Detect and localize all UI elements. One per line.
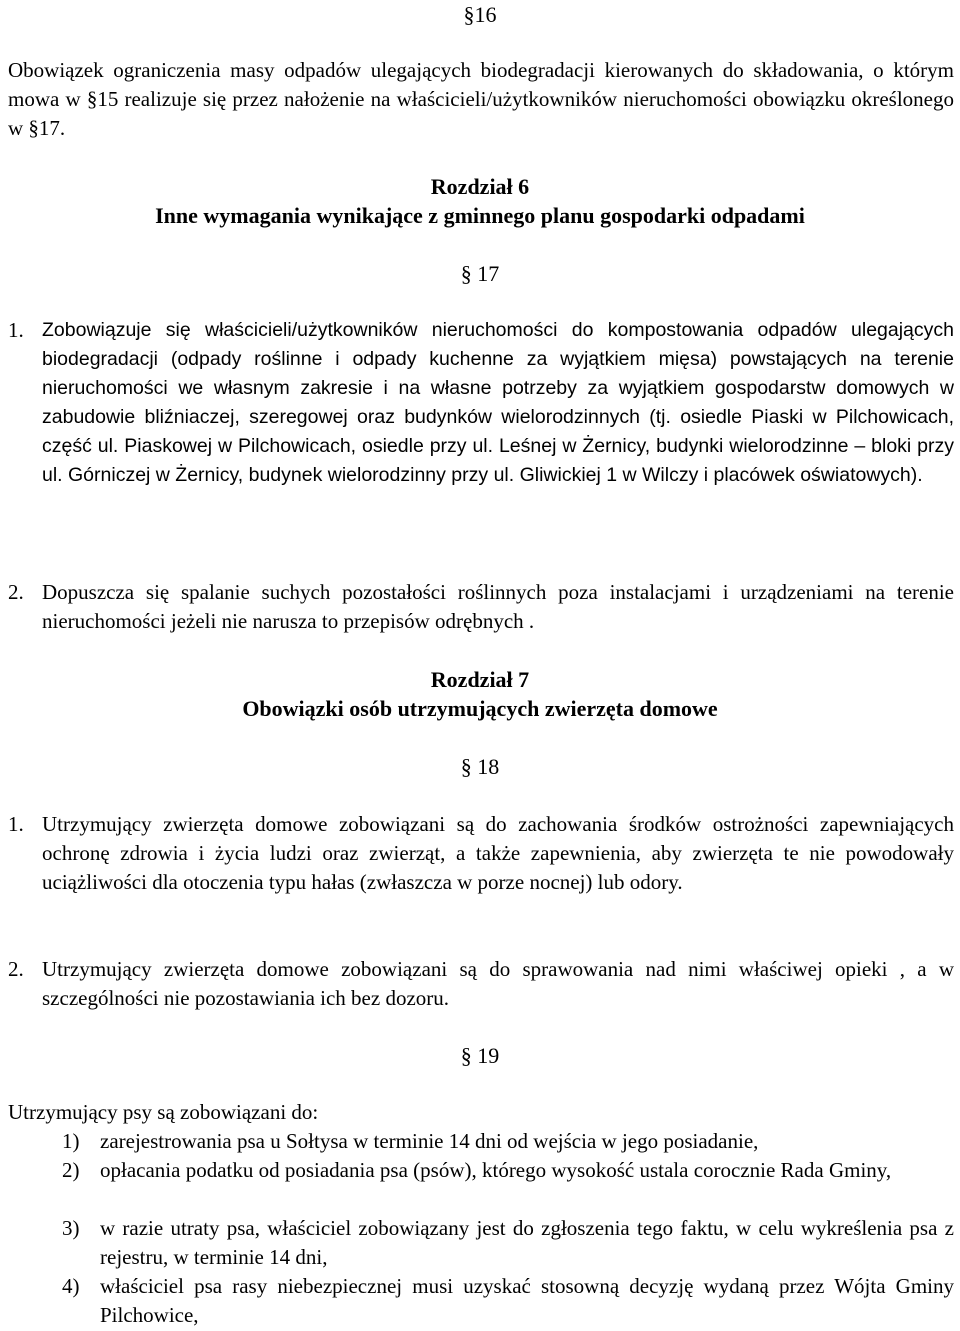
list-item-number: 2) [62, 1158, 80, 1182]
item-number: 2. [8, 957, 24, 981]
list-item-text: zarejestrowania psa u Sołtysa w terminie 14 dni od wejścia w jego posiadanie, [100, 1129, 759, 1153]
item-text: Zobowiązuje się właścicieli/użytkowników nieruchomości do kompostowania odpadów ulegających biodegradacji (odpady roślinne i odpady kuchenne za wyjątkiem mięsa) powstających na terenie nieruchomości we własnym zakresie i na własne potrzeby za wyjątkiem gospodarstw domowych w zabudowie bliźniaczej, szeregowej oraz budynków wielorodzinnych (tj. osiedle Piaski w Pilchowicach, część ul. Piaskowej w Pilchowicach, osiedle przy ul. Leśnej w Żernicy, budynki wielorodzinne – bloki przy ul. Górniczej w Żernicy, budynek wielorodzinny przy ul. Gliwickiej 1 w Wilczy i placówek oświatowych). [42, 319, 954, 486]
item-number: 1. [8, 812, 24, 836]
section-19-intro: Utrzymujący psy są zobowiązani do: [8, 1100, 319, 1124]
section-16-paragraph: Obowiązek ograniczenia masy odpadów ulegających biodegradacji kierowanych do składowania, o którym mowa w §15 realizuje się przez nałożenie na właścicieli/użytkowników nieruchomości obowiązku określonego w §17. [8, 58, 954, 140]
section-19-mark: § 19 [460, 1043, 500, 1068]
item-number: 1. [8, 318, 24, 342]
list-item-number: 1) [62, 1129, 80, 1153]
section-17-mark: § 17 [460, 261, 500, 286]
list-item-number: 3) [62, 1216, 80, 1240]
list-item-text: właściciel psa rasy niebezpiecznej musi uzyskać stosowną decyzję wydaną przez Wójta Gminy Pilchowice, [100, 1274, 954, 1327]
section-16-mark: §16 [463, 2, 497, 27]
chapter-7-title: Rozdział 7 [430, 667, 530, 692]
item-number: 2. [8, 580, 24, 604]
section-18-mark: § 18 [460, 754, 500, 779]
chapter-7-subtitle: Obowiązki osób utrzymujących zwierzęta domowe [242, 696, 718, 721]
list-item-text: opłacania podatku od posiadania psa (psów), którego wysokość ustala corocznie Rada Gminy, [100, 1158, 892, 1182]
list-item-number: 4) [62, 1274, 80, 1298]
chapter-6-title: Rozdział 6 [430, 174, 530, 199]
item-text: Utrzymujący zwierzęta domowe zobowiązani są do zachowania środków ostrożności zapewniających ochronę zdrowia i życia ludzi oraz zwierząt, a także zapewnienia, aby zwierzęta te nie powodowały uciążliwości dla otoczenia typu hałas (zwłaszcza w porze nocnej) lub odory. [42, 812, 954, 894]
list-item-text: w razie utraty psa, właściciel zobowiązany jest do zgłoszenia tego faktu, w celu wykreślenia psa z rejestru, w terminie 14 dni, [100, 1216, 954, 1269]
item-text: Utrzymujący zwierzęta domowe zobowiązani są do sprawowania nad nimi właściwej opieki , a w szczególności nie pozostawiania ich bez dozoru. [42, 957, 954, 1010]
chapter-6-subtitle: Inne wymagania wynikające z gminnego planu gospodarki odpadami [155, 203, 805, 228]
item-text: Dopuszcza się spalanie suchych pozostałości roślinnych poza instalacjami i urządzeniami na terenie nieruchomości jeżeli nie narusza to przepisów odrębnych . [42, 580, 954, 633]
